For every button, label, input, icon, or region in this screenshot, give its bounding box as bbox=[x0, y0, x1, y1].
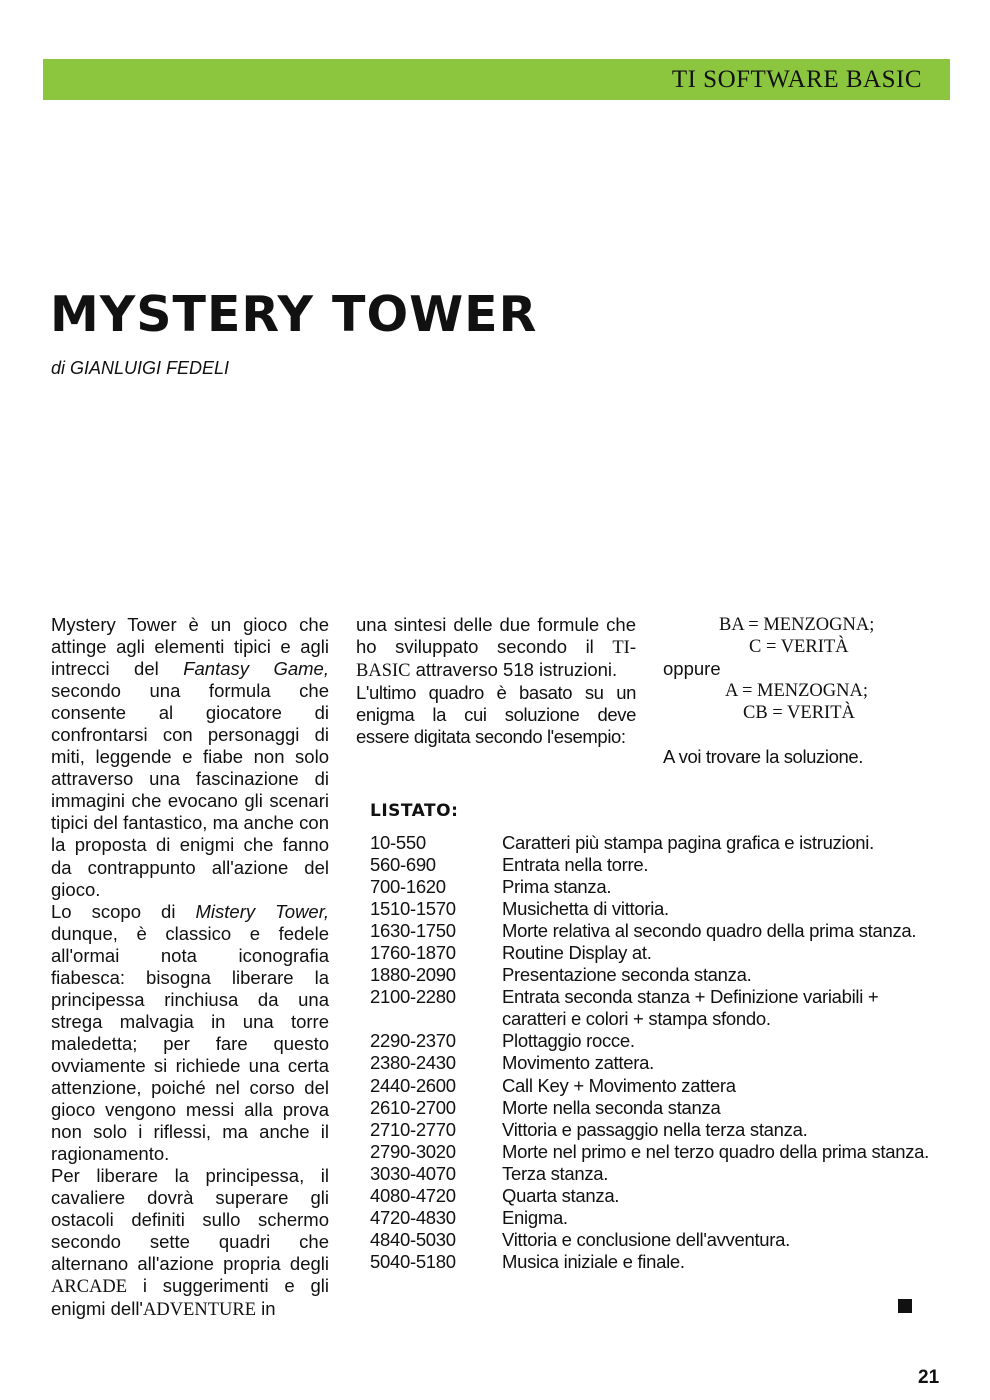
listing-row bbox=[370, 1229, 930, 1251]
listing-heading: LISTATO: bbox=[370, 801, 459, 821]
listing-row bbox=[370, 1185, 930, 1207]
text-column-3 bbox=[663, 614, 953, 768]
line-description: Prima stanza. bbox=[502, 876, 612, 898]
line-description: Morte nella seconda stanza bbox=[502, 1096, 721, 1118]
listing-row bbox=[370, 854, 930, 876]
formula-line-4: CB = VERITÀ bbox=[743, 703, 855, 724]
line-range: 2100-2280 bbox=[370, 986, 456, 1008]
line-range: 1630-1750 bbox=[370, 920, 456, 942]
line-description: Enigma. bbox=[502, 1206, 568, 1228]
line-description: Musica iniziale e finale. bbox=[502, 1250, 685, 1272]
spacer bbox=[663, 724, 953, 746]
article-title: MYSTERY TOWER bbox=[50, 286, 538, 343]
line-range: 4840-5030 bbox=[370, 1228, 456, 1250]
author-byline: di GIANLUIGI FEDELI bbox=[51, 358, 230, 378]
line-description: Movimento zattera. bbox=[502, 1052, 654, 1074]
end-of-article-square bbox=[898, 1299, 912, 1313]
line-range: 560-690 bbox=[370, 854, 436, 876]
line-range: 700-1620 bbox=[370, 876, 446, 898]
listing-row bbox=[370, 1119, 930, 1141]
line-range: 2290-2370 bbox=[370, 1030, 456, 1052]
paragraph-rescue: Per liberare la principessa, il cavaliere dovrà superare gli ostacoli definiti sullo schermo secondo sette quadri che alternano all'azione propria degli ARCADE i suggerimenti e gli enigmi dell'ADVENTURE in bbox=[51, 1165, 329, 1321]
line-range: 10-550 bbox=[370, 832, 426, 853]
paragraph-synthesis: una sintesi delle due formule che ho sviluppato secondo il TI-BASIC attraverso 518 istruzioni. bbox=[356, 614, 636, 682]
listing-row bbox=[370, 1030, 930, 1052]
listing-row bbox=[370, 898, 930, 920]
line-range: 5040-5180 bbox=[370, 1250, 456, 1272]
listing-row bbox=[370, 986, 930, 1030]
section-title: TI SOFTWARE BASIC bbox=[671, 66, 922, 93]
formula-line-1: BA = MENZOGNA; bbox=[719, 615, 875, 635]
line-description: Morte nel primo e nel terzo quadro della prima stanza. bbox=[502, 1140, 929, 1162]
line-range: 2790-3020 bbox=[370, 1140, 456, 1162]
line-description: Entrata seconda stanza + Definizione variabili + caratteri e colori + stampa sfondo. bbox=[502, 986, 879, 1030]
line-description: Morte relativa al secondo quadro della prima stanza. bbox=[502, 920, 917, 942]
line-description: Presentazione seconda stanza. bbox=[502, 964, 752, 986]
line-range: 1760-1870 bbox=[370, 942, 456, 964]
section-header-bar bbox=[43, 59, 950, 100]
line-description: Vittoria e passaggio nella terza stanza. bbox=[502, 1118, 808, 1140]
listing-row bbox=[370, 1052, 930, 1074]
listing-row bbox=[370, 1207, 930, 1229]
listing-row bbox=[370, 876, 930, 898]
listing-row bbox=[370, 1141, 930, 1163]
line-description: Entrata nella torre. bbox=[502, 854, 649, 876]
line-range: 4720-4830 bbox=[370, 1206, 456, 1228]
line-range: 1510-1570 bbox=[370, 898, 456, 920]
line-range: 2380-2430 bbox=[370, 1052, 456, 1074]
listing-row bbox=[370, 1097, 930, 1119]
line-description: Musichetta di vittoria. bbox=[502, 898, 669, 920]
line-range: 2610-2700 bbox=[370, 1096, 456, 1118]
line-description: Caratteri più stampa pagina grafica e istruzioni. bbox=[502, 832, 874, 853]
line-range: 3030-4070 bbox=[370, 1162, 456, 1184]
page-number: 21 bbox=[918, 1367, 940, 1388]
listing-row bbox=[370, 832, 930, 854]
listing-row bbox=[370, 1075, 930, 1097]
paragraph-intro: Mystery Tower è un gioco che attinge agli elementi tipici e agli intrecci del Fantasy Game, secondo una formula che consente al giocatore di confrontarsi con personaggi di miti, leggende e fiabe non solo attraverso una fascinazione di immagini che evocano gli scenari tipici del fantastico, ma anche con la proposta di enigmi che fanno da contrappunto all'azione del gioco. bbox=[51, 614, 329, 900]
formula-line-3: A = MENZOGNA; bbox=[725, 681, 869, 702]
listing-table bbox=[370, 832, 930, 1273]
text-column-2 bbox=[356, 614, 636, 748]
listing-row bbox=[370, 942, 930, 964]
oppure-text: oppure bbox=[663, 658, 721, 680]
listing-row bbox=[370, 1163, 930, 1185]
line-description: Terza stanza. bbox=[502, 1162, 609, 1184]
listing-row bbox=[370, 964, 930, 986]
closing-line: A voi trovare la soluzione. bbox=[663, 746, 864, 768]
listing-row bbox=[370, 920, 930, 942]
line-range: 1880-2090 bbox=[370, 964, 456, 986]
line-range: 4080-4720 bbox=[370, 1184, 456, 1206]
line-range: 2710-2770 bbox=[370, 1118, 456, 1140]
line-description: Call Key + Movimento zattera bbox=[502, 1074, 736, 1096]
listing-row bbox=[370, 1251, 930, 1273]
line-description: Quarta stanza. bbox=[502, 1184, 620, 1206]
text-column-1 bbox=[51, 614, 329, 1322]
line-range: 2440-2600 bbox=[370, 1074, 456, 1096]
line-description: Routine Display at. bbox=[502, 942, 652, 964]
line-description: Plottaggio rocce. bbox=[502, 1030, 635, 1052]
formula-line-2: C = VERITÀ bbox=[749, 637, 849, 658]
line-description: Vittoria e conclusione dell'avventura. bbox=[502, 1228, 790, 1250]
paragraph-enigma: L'ultimo quadro è basato su un enigma la cui soluzione deve essere digitata secondo l'esempio: bbox=[356, 682, 636, 748]
paragraph-goal: Lo scopo di Mistery Tower, dunque, è classico e fedele all'ormai nota iconografia fiabesca: bisogna liberare la principessa rinchiusa da una strega malvagia in una torre maledetta; per fare questo ovviamente si richiede una certa attenzione, poiché nel corso del gioco vengono messi alla prova non solo i riflessi, ma anche il ragionamento. bbox=[51, 900, 329, 1165]
